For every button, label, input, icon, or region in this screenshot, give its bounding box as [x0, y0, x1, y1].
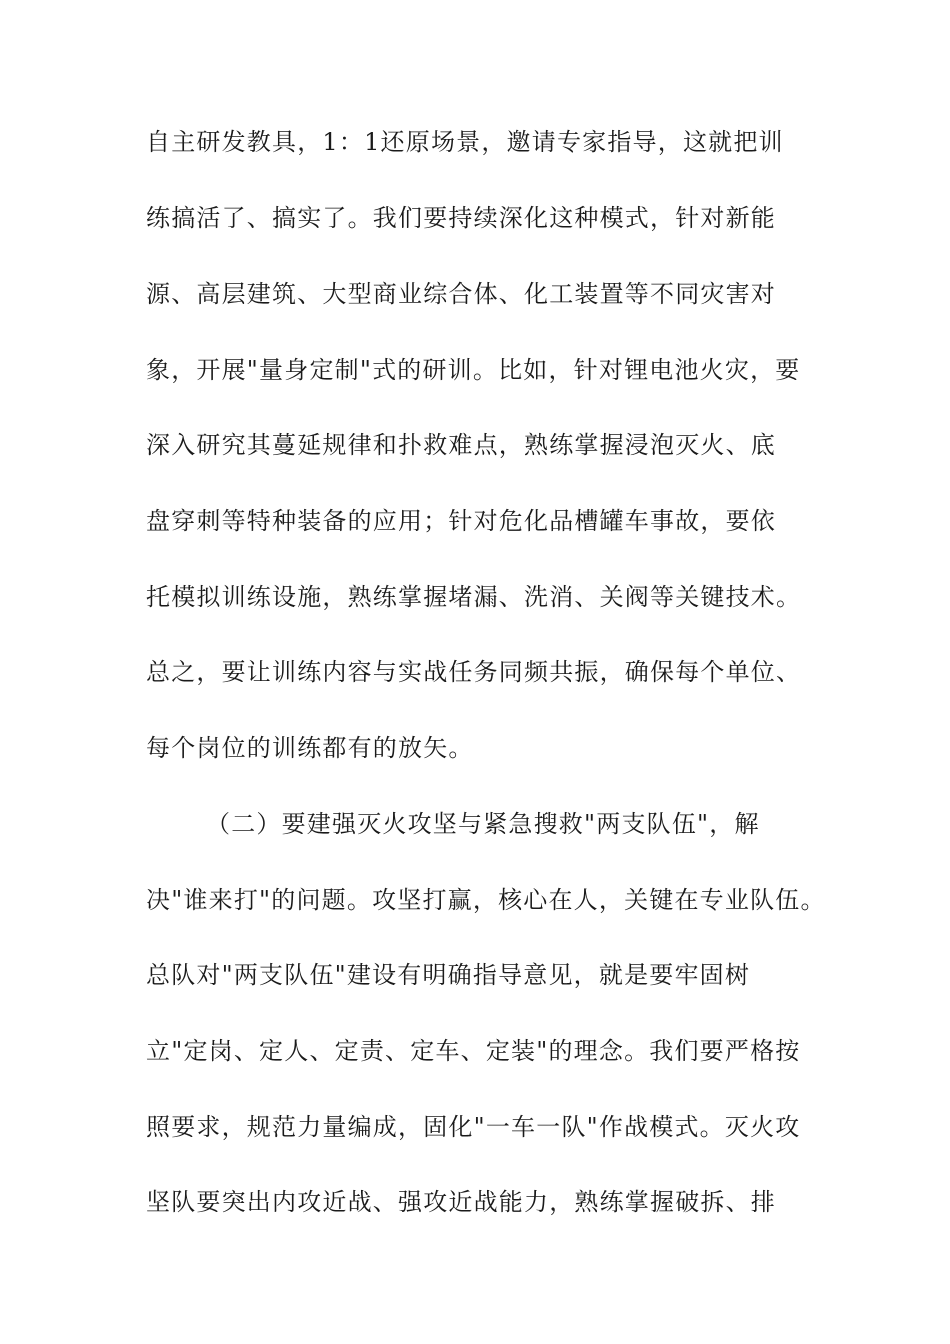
body-text-line: 坚队要突出内攻近战、强攻近战能力，熟练掌握破拆、排 — [146, 1188, 776, 1216]
body-text-line: 立"定岗、定人、定责、定车、定装"的理念。我们要严格按 — [146, 1037, 801, 1065]
body-text-line: 照要求，规范力量编成，固化"一车一队"作战模式。灭火攻 — [146, 1113, 801, 1141]
body-text-line: 盘穿刺等特种装备的应用；针对危化品槽罐车事故，要依 — [146, 507, 776, 535]
body-text-line: 深入研究其蔓延规律和扑救难点，熟练掌握浸泡灭火、底 — [146, 431, 776, 459]
body-text-line: 练搞活了、搞实了。我们要持续深化这种模式，针对新能 — [146, 204, 776, 232]
body-text-line: 决"谁来打"的问题。攻坚打赢，核心在人，关键在专业队伍。 — [146, 886, 826, 914]
body-text-line: 每个岗位的训练都有的放矢。 — [146, 734, 474, 762]
body-text-line: 总队对"两支队伍"建设有明确指导意见，就是要牢固树 — [146, 961, 751, 989]
body-text-line: 象，开展"量身定制"式的研训。比如，针对锂电池火灾，要 — [146, 356, 801, 384]
body-text-line: 总之，要让训练内容与实战任务同频共振，确保每个单位、 — [146, 658, 802, 686]
section-heading-line: （二）要建强灭火攻坚与紧急搜救"两支队伍"，解 — [206, 810, 760, 838]
body-text-line: 源、高层建筑、大型商业综合体、化工装置等不同灾害对 — [146, 280, 776, 308]
body-text-line: 托模拟训练设施，熟练掌握堵漏、洗消、关阀等关键技术。 — [146, 583, 802, 611]
body-text-line: 自主研发教具，1：1还原场景，邀请专家指导，这就把训 — [146, 128, 784, 156]
